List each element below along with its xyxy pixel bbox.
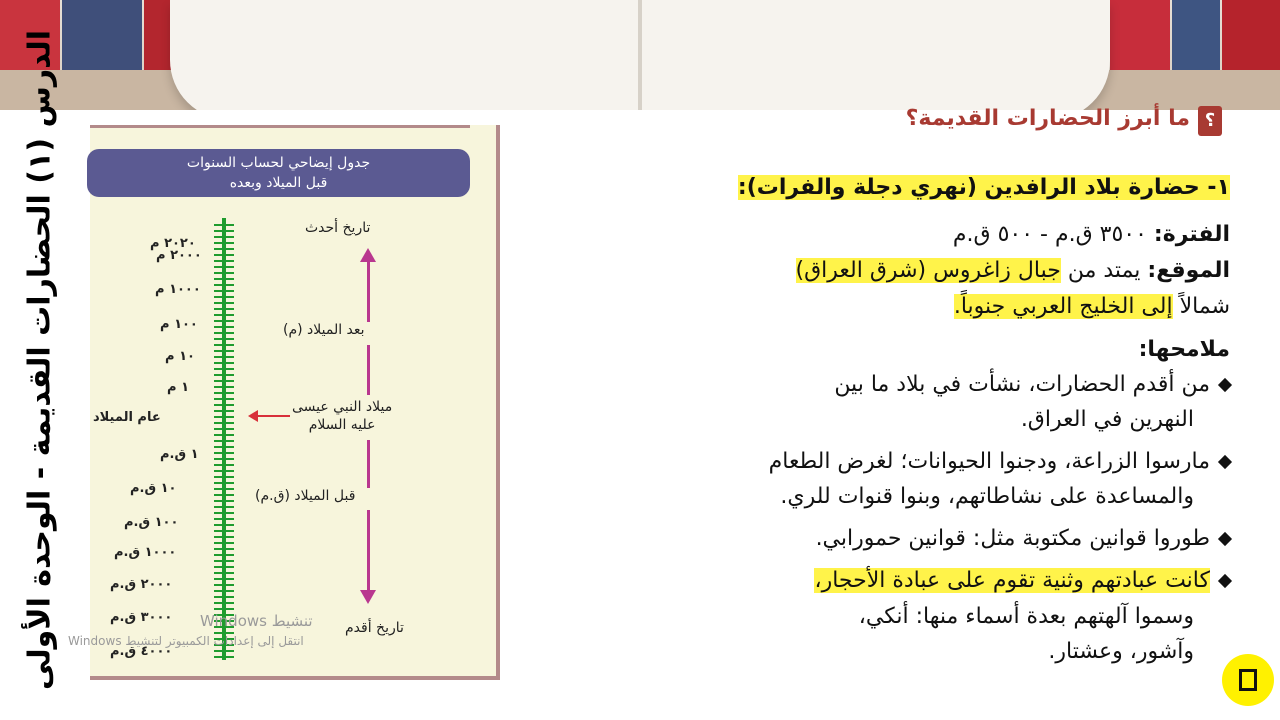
civilization-heading: ١- حضارة بلاد الرافدين (نهري دجلة والفرات): (737, 175, 1230, 200)
timeline-tick (214, 482, 234, 484)
timeline-tick (214, 320, 234, 322)
timeline-tick (214, 314, 234, 316)
slide-icon (1239, 669, 1257, 691)
bullet-icon (1218, 378, 1232, 392)
timeline-tick (214, 464, 234, 466)
timeline-tick (214, 260, 234, 262)
timeline-tick (214, 578, 234, 580)
timeline-year-label: ٢٠٠٠ ق.م (110, 577, 173, 592)
timeline-tick (214, 380, 234, 382)
timeline-diagram-header (87, 149, 470, 197)
timeline-year-label: ١٠٠٠ ق.م (114, 545, 177, 560)
timeline-tick (214, 254, 234, 256)
diagram-header-line-2: قبل الميلاد وبعده (229, 175, 328, 191)
bullet-4-line-1: كانت عبادتهم وثنية تقوم على عبادة الأحجار، (814, 568, 1230, 593)
timeline-tick (214, 242, 234, 244)
label-oldest-date: تاريخ أقدم (345, 620, 404, 636)
timeline-tick (214, 542, 234, 544)
timeline-tick (214, 524, 234, 526)
timeline-tick (214, 434, 234, 436)
timeline-tick (214, 572, 234, 574)
bullet-1-line-2: النهرين في العراق. (1020, 407, 1194, 432)
activation-watermark-text: انتقل إلى إعدادات الكمبيوتر لتنشيط Windows (68, 634, 304, 648)
timeline-tick (214, 302, 234, 304)
timeline-tick (214, 560, 234, 562)
timeline-tick (214, 506, 234, 508)
timeline-tick (214, 368, 234, 370)
bullet-2-line-2: والمساعدة على نشاطاتهم، وبنوا قنوات للري. (780, 484, 1194, 509)
period-line: الفترة: ٣٥٠٠ ق.م - ٥٠٠ ق.م (952, 222, 1230, 247)
timeline-tick (214, 452, 234, 454)
timeline-tick (214, 398, 234, 400)
bullet-2-line-1: مارسوا الزراعة، ودجنوا الحيوانات؛ لغرض الطعام (769, 449, 1230, 474)
timeline-tick (214, 362, 234, 364)
question-icon: ؟ (1198, 106, 1222, 136)
timeline-tick (214, 494, 234, 496)
timeline-year-label: ٢٠٠٠ م (156, 248, 202, 263)
next-slide-button[interactable] (1222, 654, 1274, 706)
timeline-tick (214, 608, 234, 610)
timeline-tick (214, 344, 234, 346)
timeline-year-label: ١ ق.م (160, 447, 199, 462)
timeline-tick (214, 230, 234, 232)
timeline-tick (214, 476, 234, 478)
timeline-tick (214, 224, 234, 226)
arrow-left-icon (248, 410, 258, 422)
label-before-birth: قبل الميلاد (ق.م) (255, 488, 356, 504)
timeline-tick (214, 296, 234, 298)
bookshelf-background (0, 0, 1280, 110)
timeline-year-label: ٣٠٠٠ ق.م (110, 610, 173, 625)
timeline-year-label: ١٠٠ م (160, 317, 198, 332)
timeline-year-label: ١٠٠ ق.م (124, 515, 179, 530)
label-after-birth: بعد الميلاد (م) (283, 322, 365, 338)
timeline-tick (214, 272, 234, 274)
bullet-1-line-1: من أقدم الحضارات، نشأت في بلاد ما بين (834, 372, 1230, 397)
timeline-tick (214, 428, 234, 430)
timeline-year-label: ١٠ ق.م (130, 481, 177, 496)
label-newest-date: تاريخ أحدث (305, 220, 371, 236)
timeline-tick (214, 416, 234, 418)
location-line-1: الموقع: يمتد من جبال زاغروس (شرق العراق) (795, 258, 1230, 283)
label-birth-line-1: ميلاد النبي عيسى (292, 399, 393, 415)
timeline-tick (214, 488, 234, 490)
timeline-tick (214, 512, 234, 514)
lesson-side-title (0, 0, 80, 720)
bullet-3: طوروا قوانين مكتوبة مثل: قوانين حمورابي. (816, 526, 1230, 551)
timeline-tick (214, 458, 234, 460)
timeline-tick (214, 410, 234, 412)
timeline-tick (214, 290, 234, 292)
timeline-tick (214, 422, 234, 424)
diagram-header-line-1: جدول إيضاحي لحساب السنوات (186, 155, 371, 171)
arrow-up-icon (360, 248, 376, 262)
timeline-tick (214, 554, 234, 556)
lesson-side-title-text: الدرس (١) الحضارات القديمة - الوحدة الأولى (22, 29, 58, 691)
timeline-tick (214, 536, 234, 538)
arrow-down-icon (360, 590, 376, 604)
bullet-4-line-3: وآشور، وعشتار. (1048, 639, 1194, 664)
timeline-tick (214, 308, 234, 310)
timeline-tick (214, 650, 234, 652)
timeline-year-label: ١٠٠٠ م (155, 282, 201, 297)
timeline-tick (214, 278, 234, 280)
timeline-tick (214, 236, 234, 238)
timeline-tick (214, 266, 234, 268)
timeline-tick (214, 374, 234, 376)
timeline-year-label: ١٠ م (165, 349, 195, 364)
timeline-year-label: ٢٠٢٠ م (150, 236, 196, 251)
timeline-tick (214, 518, 234, 520)
label-birth-line-2: عليه السلام (308, 417, 376, 433)
timeline-year-label: عام الميلاد (93, 410, 161, 425)
features-label: ملامحها: (1138, 337, 1230, 362)
timeline-tick (214, 326, 234, 328)
timeline-tick (214, 446, 234, 448)
timeline-tick (214, 386, 234, 388)
timeline-tick (214, 530, 234, 532)
timeline-tick (214, 392, 234, 394)
timeline-tick (214, 332, 234, 334)
timeline-tick (214, 440, 234, 442)
label-birth-of-jesus (292, 398, 392, 434)
timeline-tick (214, 338, 234, 340)
timeline-tick (214, 500, 234, 502)
bullet-icon (1218, 455, 1232, 469)
section-question: ما أبرز الحضارات القديمة؟ (905, 106, 1190, 131)
timeline-tick (214, 284, 234, 286)
timeline-tick (214, 356, 234, 358)
bullet-icon (1218, 574, 1232, 588)
timeline-tick (214, 602, 234, 604)
activation-watermark-title: تنشيط Windows (200, 612, 313, 630)
bullet-4-line-2: وسموا آلهتهم بعدة أسماء منها: أنكي، (858, 604, 1194, 629)
timeline-tick (214, 656, 234, 658)
bullet-icon (1218, 532, 1232, 546)
timeline-year-label: ٤٠٠٠ ق.م (110, 644, 173, 659)
timeline-tick (214, 404, 234, 406)
timeline-tick (214, 248, 234, 250)
timeline-tick (214, 590, 234, 592)
location-line-2: شمالاً إلى الخليج العربي جنوباً. (953, 294, 1230, 319)
timeline-tick (214, 470, 234, 472)
timeline-tick (214, 584, 234, 586)
timeline-tick (214, 548, 234, 550)
timeline-tick (214, 596, 234, 598)
timeline-tick (214, 350, 234, 352)
timeline-year-label: ١ م (167, 380, 189, 395)
timeline-tick (214, 566, 234, 568)
